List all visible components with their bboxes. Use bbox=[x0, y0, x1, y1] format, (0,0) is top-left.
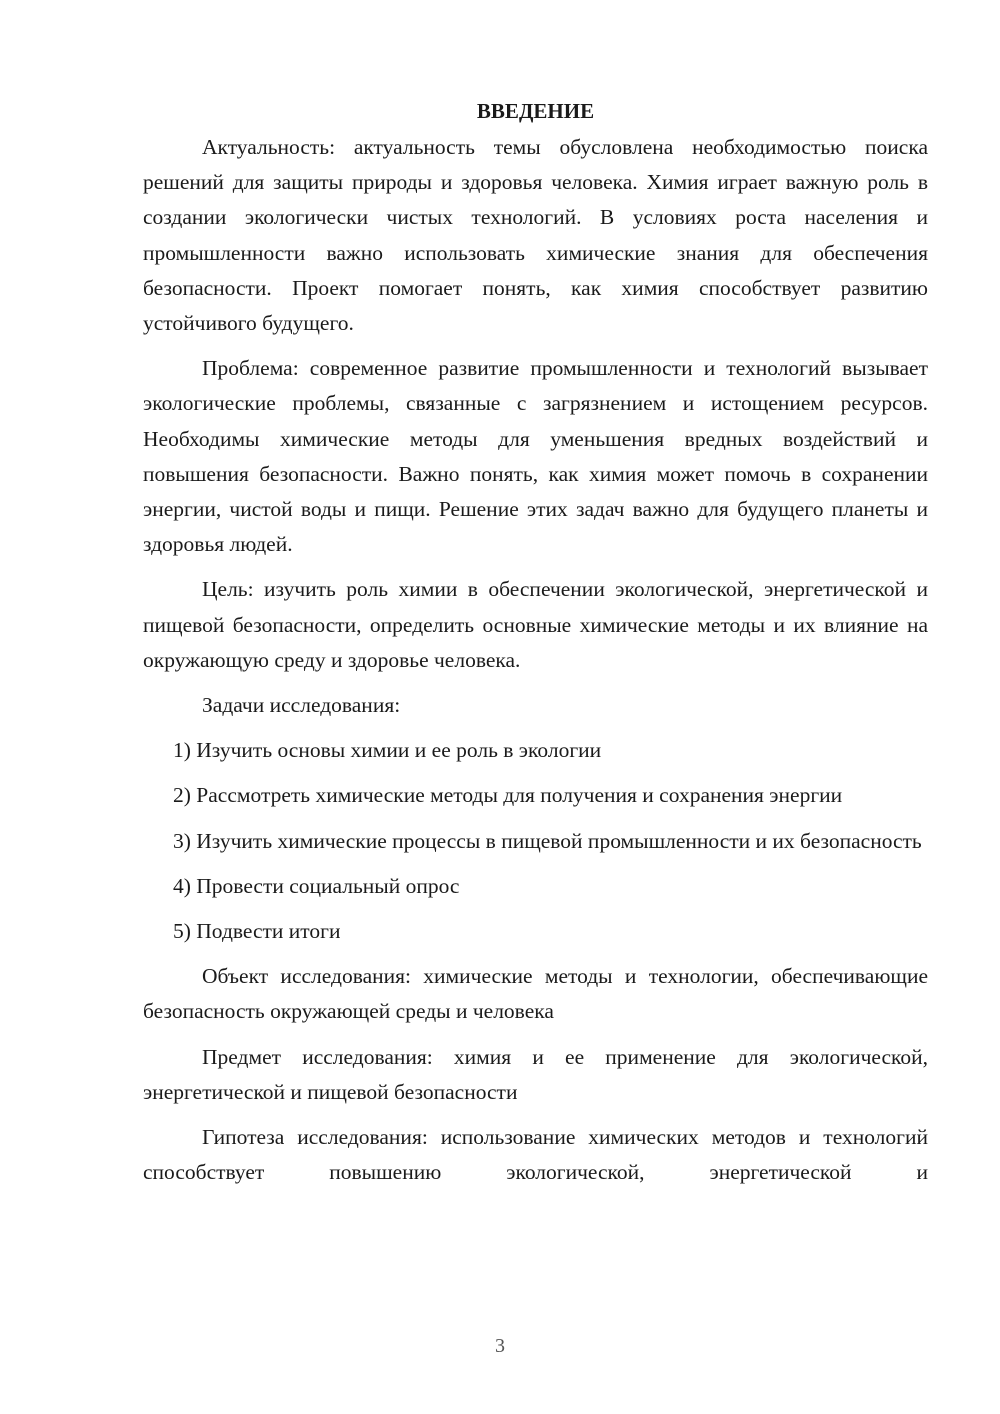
goal-paragraph: Цель: изучить роль химии в обеспечении экологической, энергетической и пищевой безопасности, определить основные химические методы и их влияние на окружающую среду и здоровье человека. bbox=[143, 577, 928, 672]
page-title: ВВЕДЕНИЕ bbox=[476, 99, 595, 123]
subject-paragraph: Предмет исследования: химия и ее применение для экологической, энергетической и пищевой безопасности bbox=[143, 1044, 928, 1104]
document-page bbox=[143, 96, 928, 1200]
problem-paragraph: Проблема: современное развитие промышленности и технологий вызывает экологические проблемы, связанные с загрязнением и истощением ресурсов. Необходимы химические методы для уменьшения вредных воздействий и повышения безопасности. Важно понять, как химия может помочь в сохранении энергии, чистой воды и пищи. Решение этих задач важно для будущего планеты и здоровья людей. bbox=[143, 356, 928, 557]
page-number: 3 bbox=[495, 1335, 505, 1357]
task-item-3: 3) Изучить химические процессы в пищевой промышленности и их безопасность bbox=[173, 828, 922, 853]
tasks-heading: Задачи исследования: bbox=[202, 693, 401, 718]
task-item-2: 2) Рассмотреть химические методы для получения и сохранения энергии bbox=[173, 783, 843, 808]
task-item-4: 4) Провести социальный опрос bbox=[173, 873, 460, 898]
task-item-1: 1) Изучить основы химии и ее роль в экологии bbox=[173, 738, 602, 763]
hypothesis-paragraph: Гипотеза исследования: использование химических методов и технологий способствует повышению экологической, энергетической и bbox=[143, 1125, 928, 1185]
object-paragraph: Объект исследования: химические методы и технологии, обеспечивающие безопасность окружающей среды и человека bbox=[143, 964, 928, 1024]
task-item-5: 5) Подвести итоги bbox=[173, 919, 341, 944]
relevance-paragraph: Актуальность: актуальность темы обусловлена необходимостью поиска решений для защиты природы и здоровья человека. Химия играет важную роль в создании экологически чистых технологий. В условиях роста населения и промышленности важно использовать химические знания для обеспечения безопасности. Проект помогает понять, как химия способствует развитию устойчивого будущего. bbox=[143, 135, 928, 336]
